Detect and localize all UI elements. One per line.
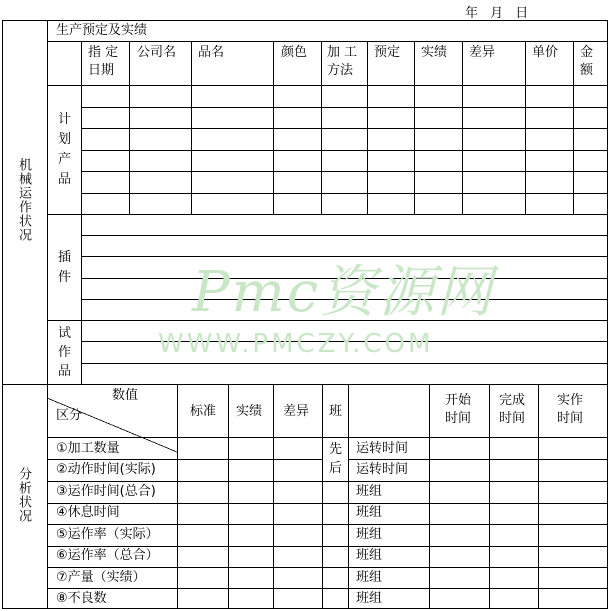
row-right-label: 班组 — [356, 527, 383, 542]
row-right-label: 班组 — [356, 505, 383, 520]
row-item: ⑧不良数 — [56, 591, 107, 606]
hdr-category: 区分 — [56, 408, 83, 423]
row-right-label: 班组 — [356, 570, 383, 585]
hdr-actual: 实绩 — [236, 404, 263, 419]
col-method: 加 工 方法 — [327, 45, 358, 78]
row-item: ④休息时间 — [56, 505, 120, 520]
hdr-shift: 班 — [329, 404, 343, 419]
hdr-value: 数值 — [112, 388, 139, 403]
group-planned-products: 计 划 产 品 — [58, 112, 72, 187]
hdr-finish-time: 完成 时间 — [499, 393, 526, 426]
col-unit-price: 单价 — [532, 45, 559, 60]
row-right-label: 运转时间 — [356, 462, 409, 477]
row-right-label: 运转时间 — [356, 441, 409, 456]
hdr-real-time: 实作 时间 — [557, 393, 584, 426]
col-color: 颜色 — [281, 45, 308, 60]
hdr-start-time: 开始 时间 — [445, 393, 472, 426]
row-right-label: 班组 — [356, 484, 383, 499]
col-planned: 预定 — [374, 45, 401, 60]
col-product: 品名 — [198, 45, 225, 60]
row-item: ⑦产量（实绩） — [56, 570, 146, 585]
section-machine-label: 机械运作状况 — [16, 158, 31, 242]
col-diff: 差异 — [469, 45, 496, 60]
row-item: ⑤运作率（实际） — [56, 527, 159, 542]
group-trial: 试 作 品 — [58, 326, 72, 379]
watermark-url: WWW.PMCZY.COM — [158, 329, 434, 359]
row-item: ③运作时间(总合) — [56, 484, 156, 499]
row-right-label: 班组 — [356, 591, 383, 606]
col-actual: 实绩 — [421, 45, 448, 60]
date-line: 年 月 日 — [465, 6, 529, 21]
col-amount: 金 额 — [580, 45, 594, 78]
section-analysis-label: 分析状况 — [16, 467, 31, 523]
col-date: 指 定 日期 — [88, 45, 119, 78]
group-insert: 插 件 — [58, 250, 72, 285]
plan-title: 生产预定及实绩 — [56, 23, 148, 38]
row-item: ⑥运作率（总合） — [56, 548, 159, 563]
hdr-standard: 标准 — [190, 404, 217, 419]
row-right-label: 班组 — [356, 548, 383, 563]
hdr-diff: 差异 — [283, 404, 310, 419]
row-item: ①加工数量 — [56, 441, 120, 456]
col-company: 公司名 — [137, 45, 177, 60]
row-item: ②动作时间(实际) — [56, 462, 156, 477]
watermark-logo: Pmc资源网 — [192, 260, 495, 325]
shift-order-label: 先 后 — [329, 442, 343, 476]
